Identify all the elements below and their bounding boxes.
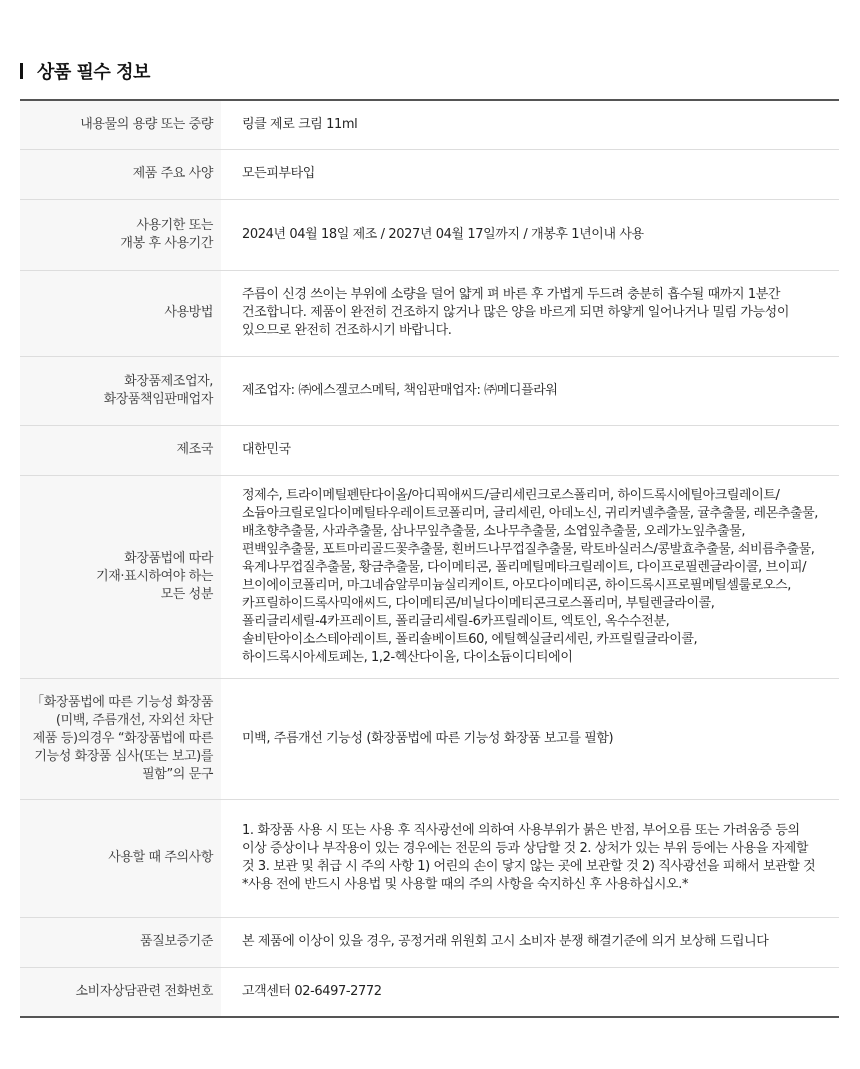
row-label-country: 제조국 <box>20 425 221 475</box>
row-label-ingredients: 화장품법에 따라 기재·표시하여야 하는 모든 성분 <box>20 475 221 678</box>
row-label-spec: 제품 주요 사양 <box>20 149 221 199</box>
row-value-country: 대한민국 <box>242 442 291 457</box>
row-value-ingredients: 정제수, 트라이메틸펜탄다이올/아디픽애씨드/글리세린크로스폴리머, 하이드록시에틸아크릴레이트/소듐아크릴로일다이메틸타우레이트코폴리머, 글리세린, 아데노신, 귀리커넬추출물, 귤추출물, 레몬추출물, 배초향추출물, 사과추출물, 삼나무잎추출물, 소나무추출물, 소엽잎추출물, 오레가노잎추출물, 편백잎추출물, 포트마리골드꽃추출물, 흰버드나무껍질추출물, 락토바실러스/콩발효추출물, 쇠비름추출물, 육계나무껍질추출물, 황금추출물, 다이메티콘, 폴리메틸메타크릴레이트, 다이프로필렌글라이콜, 브이피/브이에이코폴리머, 마그네슘알루미늄실리케이트, 아모다이메티콘, 하이드록시프로필메틸셀룰로오스, 카프릴하이드록사믹애씨드, 다이메티콘/비닐다이메티콘크로스폴리머, 부틸렌글라이콜, 폴리글리세릴-4카프레이트, 폴리글리세릴-6카프릴레이트, 엑토인, 옥수수전분, 솔비탄아이소스테아레이트, 폴리솔베이트60, 에틸헥실글리세린, 카프릴릴글라이콜, 하이드록시아세토페논, 1,2-헥산다이올, 다이소듐이디티에이 <box>242 487 819 665</box>
row-label-quality: 품질보증기준 <box>20 917 221 967</box>
row-value-usage: 주름이 신경 쓰이는 부위에 소량을 덜어 얇게 펴 바른 후 가볍게 두드려 충분히 흡수될 때까지 1분간 건조합니다. 제품이 완전히 건조하지 않거나 많은 양을 바르게 되면 하얗게 일어나거나 밀림 가능성이 있으므로 완전히 건조하시기 바랍니다. <box>242 287 789 338</box>
title-bar-icon <box>20 63 23 79</box>
table-row <box>20 678 839 799</box>
table-row <box>20 917 839 967</box>
table-row <box>20 799 839 917</box>
row-label-usage: 사용방법 <box>20 270 221 356</box>
section-title <box>20 58 150 84</box>
table-row <box>20 270 839 356</box>
row-label-manufacturer: 화장품제조업자, 화장품책임판매업자 <box>20 356 221 425</box>
table-row <box>20 475 839 678</box>
product-info-table <box>20 99 839 1018</box>
row-value-capacity: 링클 제로 크림 11ml <box>242 116 358 132</box>
table-row <box>20 425 839 475</box>
row-value-functional: 미백, 주름개선 기능성 (화장품법에 따른 기능성 화장품 보고를 필함) <box>242 730 614 746</box>
row-value-spec: 모든피부타입 <box>242 166 315 181</box>
section-title-text: 상품 필수 정보 <box>37 62 150 83</box>
table-row <box>20 967 839 1017</box>
table-row <box>20 100 839 149</box>
row-label-functional: 「화장품법에 따른 기능성 화장품 (미백, 주름개선, 자외선 차단 제품 등)의경우 “화장품법에 따른 기능성 화장품 심사(또는 보고)를 필함”의 문구 <box>20 678 221 799</box>
row-label-caution: 사용할 때 주의사항 <box>20 799 221 917</box>
row-label-phone: 소비자상담관련 전화번호 <box>20 967 221 1017</box>
table-row <box>20 199 839 270</box>
row-value-expiry: 2024년 04월 18일 제조 / 2027년 04월 17일까지 / 개봉후 1년이내 사용 <box>242 226 644 242</box>
table-row <box>20 356 839 425</box>
row-label-expiry: 사용기한 또는 개봉 후 사용기간 <box>20 199 221 270</box>
table-row <box>20 149 839 199</box>
row-label-capacity: 내용물의 용량 또는 중량 <box>20 100 221 149</box>
row-value-quality: 본 제품에 이상이 있을 경우, 공정거래 위원회 고시 소비자 분쟁 해결기준에 의거 보상해 드립니다 <box>242 934 769 949</box>
row-value-manufacturer: 제조업자: ㈜에스겔코스메틱, 책임판매업자: ㈜메디플라워 <box>242 382 558 398</box>
row-value-caution: 1. 화장품 사용 시 또는 사용 후 직사광선에 의하여 사용부위가 붉은 반점, 부어오름 또는 가려움증 등의 이상 증상이나 부작용이 있는 경우에는 전문의 등과 상담할 것 2. 상처가 있는 부위 등에는 사용을 자제할 것 3. 보관 및 취급 시 주의 사항 1) 어린의 손이 닿지 않는 곳에 보관할 것 2) 직사광선을 피해서 보관할 것 *사용 전에 반드시 사용법 및 사용할 때의 주의 사항을 숙지하신 후 사용하십시오.* <box>242 823 816 892</box>
row-value-phone: 고객센터 02-6497-2772 <box>242 983 382 999</box>
